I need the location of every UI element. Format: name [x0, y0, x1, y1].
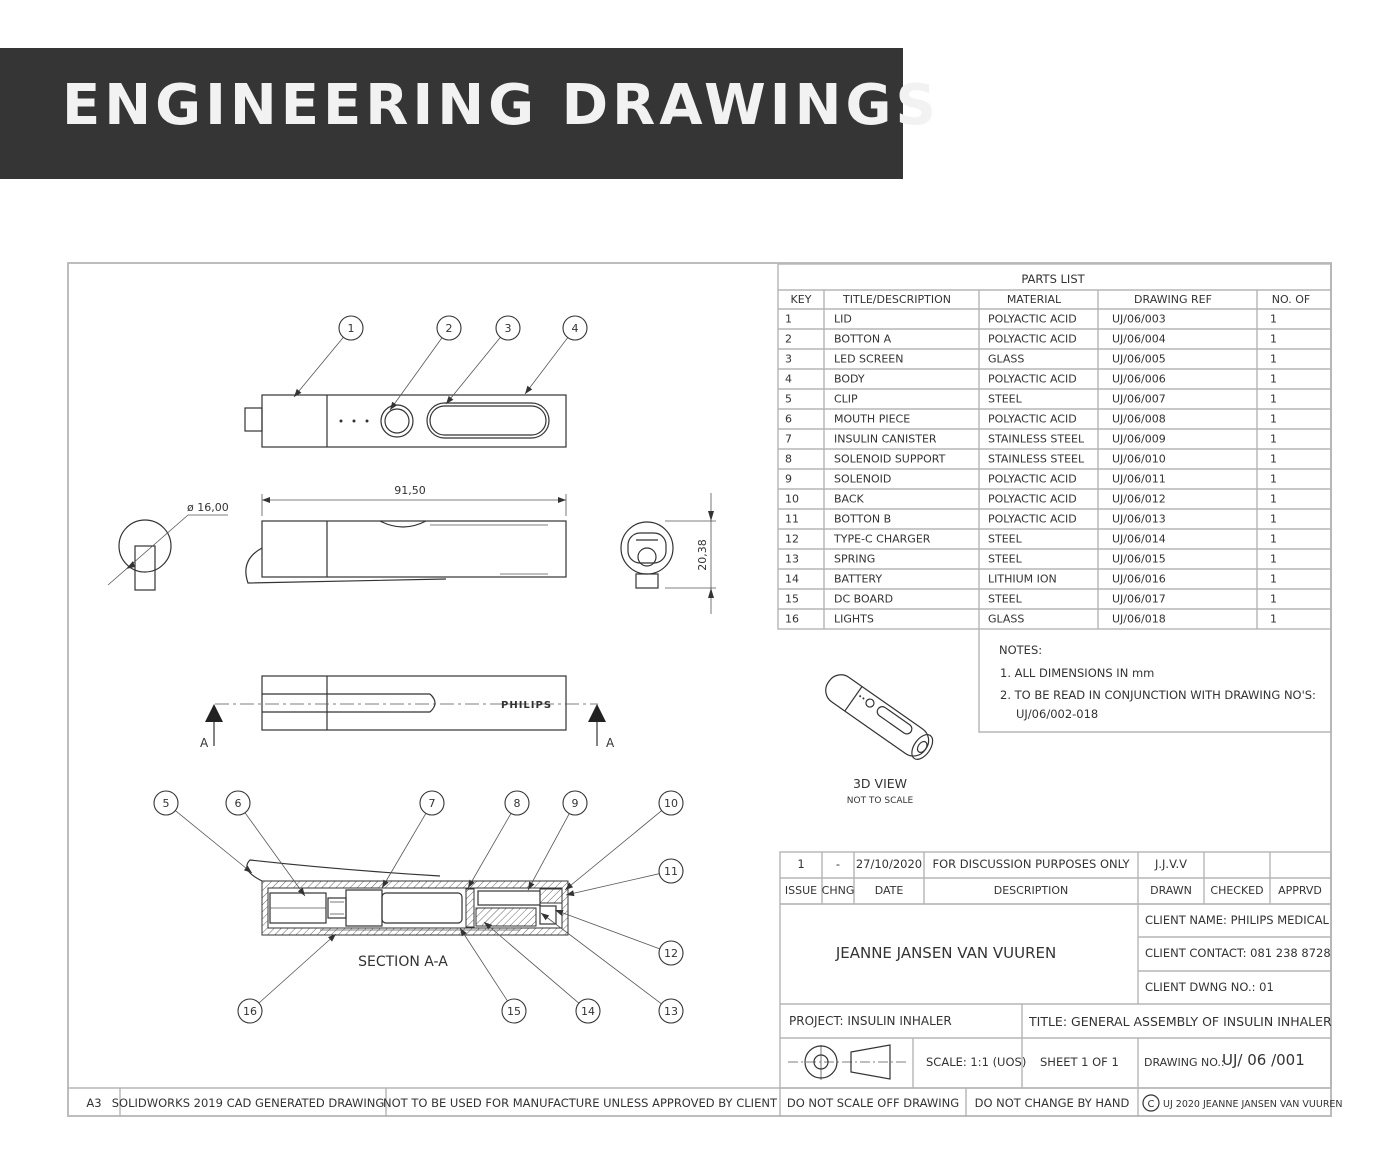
parts-list-cell: UJ/06/009	[1112, 432, 1166, 446]
parts-list-cell: 1	[1270, 372, 1277, 386]
parts-list-cell: TYPE-C CHARGER	[834, 532, 931, 546]
parts-list-cell: STAINLESS STEEL	[988, 432, 1085, 446]
parts-list-cell: LID	[834, 312, 852, 326]
parts-list-cell: 9	[785, 472, 792, 486]
parts-list-cell: DC BOARD	[834, 592, 894, 606]
parts-list-cell: UJ/06/003	[1112, 312, 1166, 326]
callout-number: 16	[243, 1005, 257, 1018]
hand-warning: DO NOT CHANGE BY HAND	[974, 1096, 1130, 1110]
parts-list-cell: UJ/06/011	[1112, 472, 1166, 486]
revision-header-cell: CHECKED	[1210, 884, 1264, 897]
callout-number: 13	[664, 1005, 678, 1018]
top-view	[245, 395, 566, 447]
parts-list-cell: 1	[1270, 432, 1277, 446]
parts-list-row	[785, 393, 1277, 406]
parts-list-title: PARTS LIST	[1021, 272, 1085, 286]
callout-balloon	[468, 791, 529, 888]
parts-list-cell: MOUTH PIECE	[834, 412, 911, 426]
parts-list-row	[785, 473, 1277, 486]
callout-number: 14	[581, 1005, 595, 1018]
footer-strip	[67, 1088, 1343, 1117]
callout-balloon	[541, 913, 683, 1023]
parts-list-cell: UJ/06/017	[1112, 592, 1166, 606]
callout-balloon	[525, 316, 587, 394]
parts-list-row	[785, 373, 1277, 386]
front-view	[246, 484, 566, 583]
parts-list-cell: UJ/06/005	[1112, 352, 1166, 366]
revision-header-cell: DESCRIPTION	[993, 884, 1069, 897]
title-block	[780, 904, 1332, 1088]
parts-list-cell: GLASS	[988, 352, 1025, 366]
parts-list-cell: SOLENOID SUPPORT	[834, 452, 946, 466]
callout-number: 9	[571, 797, 579, 810]
section-marker-left: A	[200, 736, 209, 750]
copyright-symbol: C	[1147, 1099, 1155, 1110]
callout-number: 10	[664, 797, 678, 810]
parts-list-cell: 1	[1270, 532, 1277, 546]
parts-list-cell: STEEL	[988, 392, 1022, 406]
parts-list-cell: 8	[785, 452, 792, 466]
parts-list-cell: POLYACTIC ACID	[988, 492, 1077, 506]
parts-list-header-cell: NO. OF	[1271, 293, 1311, 306]
callout-number: 3	[504, 322, 512, 335]
section-view	[247, 860, 568, 970]
parts-list-cell: 13	[785, 552, 799, 566]
revision-header-cell: DATE	[874, 884, 904, 897]
copyright-text: UJ 2020 JEANNE JANSEN VAN VUUREN	[1163, 1099, 1343, 1110]
callout-number: 1	[347, 322, 355, 335]
callout-number: 7	[428, 797, 436, 810]
parts-list-cell: 1	[1270, 572, 1277, 586]
parts-list-cell: GLASS	[988, 612, 1025, 626]
parts-list-cell: UJ/06/006	[1112, 372, 1166, 386]
end-view-right	[621, 493, 716, 614]
callout-number: 4	[571, 322, 579, 335]
parts-list-row	[785, 313, 1277, 326]
parts-list-cell: 14	[785, 572, 799, 586]
parts-list-cell: UJ/06/015	[1112, 552, 1166, 566]
callouts-top-view	[294, 316, 587, 410]
length-dimension: 91,50	[394, 484, 426, 497]
parts-list-cell: 1	[1270, 552, 1277, 566]
paper-size: A3	[86, 1096, 102, 1110]
parts-list-cell: BACK	[834, 492, 864, 506]
client-contact: CLIENT CONTACT: 081 238 8728	[1145, 946, 1331, 960]
brand-label: PHILIPS	[501, 700, 553, 711]
parts-list-cell: 1	[1270, 412, 1277, 426]
revision-cell: -	[835, 857, 841, 871]
drawing-no: UJ/ 06 /001	[1222, 1051, 1305, 1069]
parts-list-cell: SOLENOID	[834, 472, 892, 486]
parts-list-cell: STEEL	[988, 552, 1022, 566]
manufacture-note: NOT TO BE USED FOR MANUFACTURE UNLESS APPROVED BY CLIENT	[383, 1096, 777, 1110]
parts-list-cell: 3	[785, 352, 792, 366]
parts-list-cell: 11	[785, 512, 799, 526]
drawing-title: TITLE: GENERAL ASSEMBLY OF INSULIN INHALER	[1029, 1014, 1332, 1029]
parts-list-cell: 16	[785, 612, 799, 626]
sheet-info: SHEET 1 OF 1	[1040, 1055, 1119, 1069]
revision-cell: 27/10/2020	[855, 857, 923, 871]
parts-list-row	[785, 513, 1277, 526]
parts-list-cell: POLYACTIC ACID	[988, 372, 1077, 386]
parts-list-cell: 1	[1270, 492, 1277, 506]
3d-view	[820, 669, 937, 806]
section-marker-right: A	[606, 736, 615, 750]
parts-list-row	[785, 553, 1277, 566]
parts-list-cell: UJ/06/004	[1112, 332, 1166, 346]
parts-list-row	[785, 573, 1277, 586]
parts-list-cell: LIGHTS	[834, 612, 874, 626]
page-title: ENGINEERING DRAWINGS	[62, 73, 940, 138]
parts-list-cell: POLYACTIC ACID	[988, 312, 1077, 326]
parts-list-row	[785, 593, 1277, 606]
callout-balloon	[294, 316, 363, 397]
parts-list-header-cell: MATERIAL	[1006, 293, 1062, 306]
parts-list-cell: STEEL	[988, 532, 1022, 546]
projection-symbol-icon	[788, 1045, 906, 1080]
parts-list-cell: UJ/06/012	[1112, 492, 1166, 506]
notes-title: NOTES:	[999, 643, 1043, 657]
section-title: SECTION A-A	[358, 954, 448, 970]
parts-list-cell: 4	[785, 372, 792, 386]
client-drawing-no: CLIENT DWNG NO.: 01	[1145, 980, 1274, 994]
parts-list-cell: 1	[1270, 312, 1277, 326]
parts-list-cell: 12	[785, 532, 799, 546]
3d-view-label: 3D VIEW	[852, 776, 908, 791]
note-2-ref: UJ/06/002-018	[1016, 707, 1099, 721]
scale-warning: DO NOT SCALE OFF DRAWING	[786, 1096, 960, 1110]
callout-balloon	[566, 859, 683, 896]
bottom-view	[200, 676, 615, 750]
parts-list-cell: 1	[1270, 452, 1277, 466]
drawing-no-label: DRAWING NO.:	[1144, 1056, 1225, 1069]
parts-list-cell: SPRING	[834, 552, 876, 566]
parts-list-headers	[791, 293, 1311, 306]
parts-list-cell: UJ/06/018	[1112, 612, 1166, 626]
parts-list-cell: POLYACTIC ACID	[988, 412, 1077, 426]
project-name: PROJECT: INSULIN INHALER	[789, 1014, 952, 1028]
parts-list-cell: UJ/06/013	[1112, 512, 1166, 526]
parts-list-cell: 6	[785, 412, 792, 426]
parts-list-cell: 1	[785, 312, 792, 326]
revision-header-cell: APPRVD	[1278, 884, 1322, 897]
parts-list-cell: CLIP	[834, 392, 858, 406]
parts-list-cell: BOTTON A	[834, 332, 892, 346]
callout-balloon	[382, 791, 444, 888]
parts-list-cell: UJ/06/016	[1112, 572, 1166, 586]
scale-info: SCALE: 1:1 (UOS)	[926, 1055, 1027, 1069]
notes-box	[979, 629, 1331, 732]
parts-list-cell: UJ/06/014	[1112, 532, 1166, 546]
parts-list-cell: 1	[1270, 512, 1277, 526]
client-name: CLIENT NAME: PHILIPS MEDICAL	[1145, 913, 1329, 927]
callout-number: 5	[162, 797, 170, 810]
parts-list-cell: LED SCREEN	[834, 352, 904, 366]
parts-list-cell: UJ/06/010	[1112, 452, 1166, 466]
callout-number: 12	[664, 947, 678, 960]
parts-list-cell: POLYACTIC ACID	[988, 332, 1077, 346]
3d-view-note: NOT TO SCALE	[846, 796, 914, 806]
parts-list-row	[785, 433, 1277, 446]
parts-list-cell: 1	[1270, 592, 1277, 606]
parts-list-cell: 15	[785, 592, 799, 606]
parts-list-cell: POLYACTIC ACID	[988, 512, 1077, 526]
software-note: SOLIDWORKS 2019 CAD GENERATED DRAWING	[111, 1096, 385, 1110]
callout-number: 6	[234, 797, 242, 810]
parts-list-row	[785, 353, 1277, 366]
parts-list-cell: BOTTON B	[834, 512, 892, 526]
callout-balloon	[528, 791, 587, 890]
revision-table	[780, 852, 1331, 904]
callout-balloon	[555, 910, 683, 965]
callout-number: 8	[513, 797, 521, 810]
revision-header-cell: ISSUE	[784, 884, 818, 897]
note-2: 2. TO BE READ IN CONJUNCTION WITH DRAWING NO'S:	[1000, 688, 1316, 702]
parts-list-cell: 1	[1270, 472, 1277, 486]
parts-list-cell: 1	[1270, 612, 1277, 626]
parts-list-cell: 5	[785, 392, 792, 406]
note-1: 1. ALL DIMENSIONS IN mm	[1000, 666, 1155, 680]
parts-list-row	[785, 493, 1277, 506]
revision-cell: FOR DISCUSSION PURPOSES ONLY	[932, 857, 1130, 871]
parts-list-cell: BATTERY	[834, 572, 883, 586]
revision-cell: J.J.V.V	[1154, 857, 1188, 871]
parts-list-table	[778, 264, 1331, 629]
parts-list-cell: 1	[1270, 332, 1277, 346]
revision-header-cell: DRAWN	[1150, 884, 1192, 897]
parts-list-row	[785, 413, 1277, 426]
parts-list-cell: 1	[1270, 392, 1277, 406]
height-dimension: 20,38	[696, 539, 709, 571]
parts-list-header-cell: KEY	[790, 293, 812, 306]
parts-list-row	[785, 613, 1277, 626]
callout-balloon	[238, 934, 336, 1023]
parts-list-cell: 10	[785, 492, 799, 506]
parts-list-row	[785, 333, 1277, 346]
parts-list-cell: UJ/06/007	[1112, 392, 1166, 406]
parts-list-row	[785, 533, 1277, 546]
parts-list-cell: INSULIN CANISTER	[834, 432, 937, 446]
parts-list-cell: BODY	[834, 372, 865, 386]
parts-list-header-cell: DRAWING REF	[1134, 293, 1212, 306]
parts-list-cell: UJ/06/008	[1112, 412, 1166, 426]
diameter-dimension: ø 16,00	[187, 501, 229, 514]
revision-cell: 1	[797, 857, 805, 871]
parts-list-cell: STAINLESS STEEL	[988, 452, 1085, 466]
parts-list-cell: 2	[785, 332, 792, 346]
parts-list-cell: POLYACTIC ACID	[988, 472, 1077, 486]
end-view-left	[108, 501, 229, 590]
callout-balloon	[484, 922, 600, 1023]
callout-number: 15	[507, 1005, 521, 1018]
parts-list-cell: STEEL	[988, 592, 1022, 606]
parts-list-cell: LITHIUM ION	[988, 572, 1057, 586]
callout-number: 2	[445, 322, 453, 335]
parts-list-header-cell: TITLE/DESCRIPTION	[843, 293, 951, 306]
parts-list-cell: 1	[1270, 352, 1277, 366]
revision-header-cell: CHNG	[821, 884, 855, 897]
callout-balloon	[390, 316, 461, 410]
callout-balloon	[460, 928, 526, 1023]
callout-balloon	[226, 791, 305, 896]
parts-list-cell: 7	[785, 432, 792, 446]
parts-list-row	[785, 453, 1277, 466]
designer-name: JEANNE JANSEN VAN VUUREN	[835, 944, 1057, 962]
callout-number: 11	[664, 865, 678, 878]
